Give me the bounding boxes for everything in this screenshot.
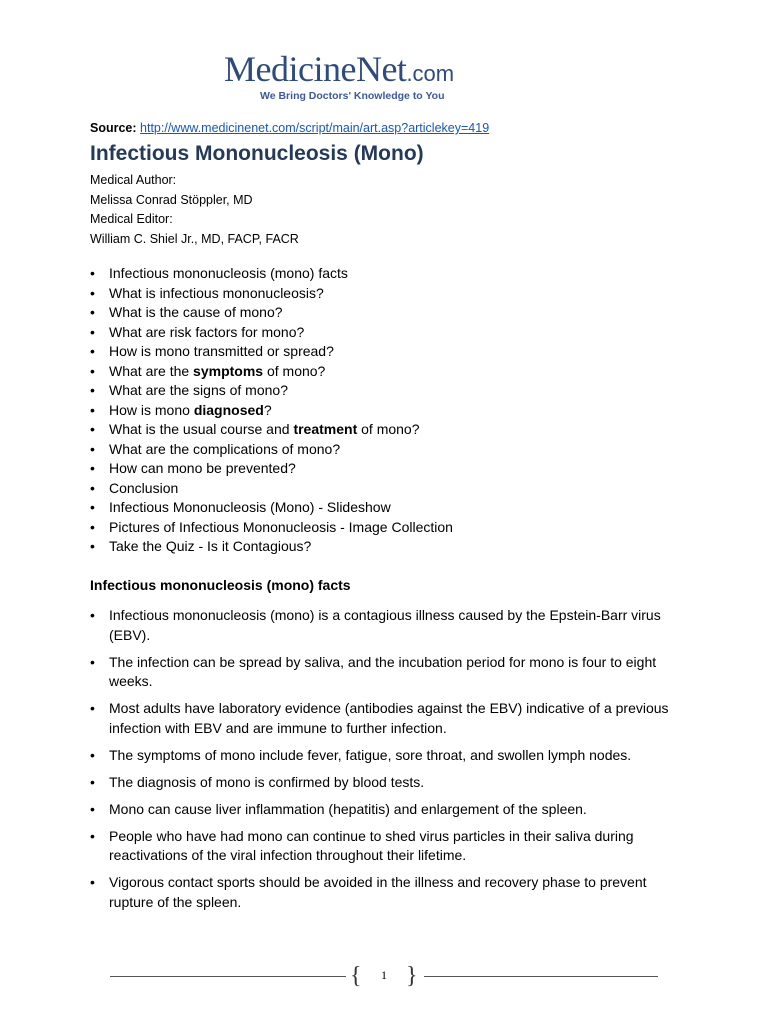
bullet-icon: • <box>90 700 95 716</box>
bullet-icon: • <box>90 518 95 535</box>
toc-item-text: What is the cause of mono? <box>109 304 283 320</box>
table-of-contents <box>90 264 453 557</box>
facts-list <box>90 606 690 920</box>
toc-item[interactable] <box>90 459 453 479</box>
bullet-icon: • <box>90 538 95 554</box>
fact-text: The symptoms of mono include fever, fatigue, sore throat, and swollen lymph nodes. <box>109 746 632 763</box>
toc-item-text: How is mono transmitted or spread? <box>109 343 334 359</box>
logo-name: MedicineNet <box>224 49 407 89</box>
logo-suffix: .com <box>406 61 455 86</box>
fact-item <box>90 606 690 645</box>
author-block <box>90 171 299 249</box>
medicinenet-logo <box>224 50 454 102</box>
page-number: 1 <box>381 968 387 982</box>
editor-label: Medical Editor: <box>90 212 173 226</box>
toc-item[interactable] <box>90 342 453 362</box>
bullet-icon: • <box>90 653 95 670</box>
bullet-icon: • <box>90 343 95 359</box>
bullet-icon: • <box>90 800 95 817</box>
toc-item[interactable] <box>90 537 453 557</box>
logo-tagline: We Bring Doctors' Knowledge to You <box>260 90 445 102</box>
fact-text: The diagnosis of mono is confirmed by blood tests. <box>109 773 425 790</box>
toc-item-text: What are the signs of mono? <box>109 382 288 398</box>
page-footer <box>110 962 658 990</box>
fact-item <box>90 773 690 793</box>
toc-item-emphasis: symptoms <box>193 362 264 379</box>
fact-item <box>90 746 690 766</box>
bullet-icon: • <box>90 479 95 496</box>
toc-item[interactable] <box>90 498 453 518</box>
fact-item <box>90 800 690 820</box>
toc-item[interactable] <box>90 264 453 284</box>
bullet-icon: • <box>90 827 95 844</box>
toc-item-text: How can mono be prevented? <box>109 460 296 476</box>
fact-item <box>90 699 690 738</box>
toc-item-text-end: of mono? <box>263 362 326 379</box>
left-brace-icon: { <box>350 963 362 989</box>
toc-item-emphasis: diagnosed <box>193 401 264 418</box>
footer-rule-left <box>110 976 346 977</box>
toc-item[interactable] <box>90 479 453 499</box>
toc-item-text: What are risk factors for mono? <box>109 323 305 340</box>
author-name: Melissa Conrad Stöppler, MD <box>90 192 253 207</box>
toc-item-text: Infectious mononucleosis (mono) facts <box>109 265 348 281</box>
page-title: Infectious Mononucleosis (Mono) <box>90 142 424 165</box>
bullet-icon: • <box>90 401 95 418</box>
toc-item-text: What is the usual course and <box>109 421 294 437</box>
bullet-icon: • <box>90 284 95 301</box>
toc-item[interactable] <box>90 303 453 323</box>
toc-item[interactable] <box>90 401 453 421</box>
bullet-icon: • <box>90 304 95 320</box>
author-label: Medical Author: <box>90 173 177 187</box>
source-line <box>90 121 489 135</box>
fact-text: People who have had mono can continue to shed virus particles in their saliva during reactivations of the viral infection throughout their lifetime. <box>109 827 634 863</box>
toc-item-text: How is mono <box>109 401 194 418</box>
facts-heading: Infectious mononucleosis (mono) facts <box>90 577 351 593</box>
bullet-icon: • <box>90 323 95 340</box>
toc-item[interactable] <box>90 420 453 440</box>
bullet-icon: • <box>90 382 95 398</box>
bullet-icon: • <box>90 773 95 790</box>
toc-item[interactable] <box>90 284 453 304</box>
bullet-icon: • <box>90 607 95 623</box>
fact-text: The infection can be spread by saliva, and the incubation period for mono is four to eight weeks. <box>109 653 657 689</box>
fact-item <box>90 653 690 692</box>
bullet-icon: • <box>90 874 95 890</box>
toc-item-text: Conclusion <box>109 479 179 496</box>
toc-item[interactable] <box>90 440 453 460</box>
toc-item-text-end: ? <box>263 401 272 418</box>
toc-item-text: Infectious Mononucleosis (Mono) - Slideshow <box>109 499 391 515</box>
bullet-icon: • <box>90 440 95 457</box>
right-brace-icon: } <box>406 963 418 989</box>
toc-item-text: Take the Quiz - Is it Contagious? <box>109 538 312 554</box>
bullet-icon: • <box>90 421 95 437</box>
toc-item[interactable] <box>90 362 453 382</box>
bullet-icon: • <box>90 746 95 763</box>
fact-item <box>90 827 690 866</box>
bullet-icon: • <box>90 362 95 379</box>
toc-item[interactable] <box>90 323 453 343</box>
editor-name: William C. Shiel Jr., MD, FACP, FACR <box>90 231 299 246</box>
bullet-icon: • <box>90 499 95 515</box>
toc-item[interactable] <box>90 518 453 538</box>
footer-rule-right <box>424 976 658 977</box>
bullet-icon: • <box>90 460 95 476</box>
toc-item[interactable] <box>90 381 453 401</box>
toc-item-text: Pictures of Infectious Mononucleosis - Image Collection <box>109 518 453 535</box>
fact-text: Infectious mononucleosis (mono) is a contagious illness caused by the Epstein-Barr virus (EBV). <box>109 607 661 643</box>
toc-item-text: What are the <box>109 362 194 379</box>
fact-item <box>90 873 690 912</box>
fact-text: Most adults have laboratory evidence (antibodies against the EBV) indicative of a previous infection with EBV and are immune to further infection. <box>109 700 669 736</box>
source-label: Source: <box>90 121 137 135</box>
bullet-icon: • <box>90 265 95 281</box>
toc-item-emphasis: treatment <box>293 421 358 437</box>
toc-item-text-end: of mono? <box>357 421 420 437</box>
toc-item-text: What are the complications of mono? <box>109 440 341 457</box>
toc-item-text: What is infectious mononucleosis? <box>109 284 324 301</box>
fact-text: Mono can cause liver inflammation (hepatitis) and enlargement of the spleen. <box>109 800 587 817</box>
logo-wordmark <box>224 50 454 93</box>
fact-text: Vigorous contact sports should be avoided in the illness and recovery phase to prevent rupture of the spleen. <box>109 874 647 910</box>
source-link[interactable]: http://www.medicinenet.com/script/main/art.asp?articlekey=419 <box>140 121 490 135</box>
